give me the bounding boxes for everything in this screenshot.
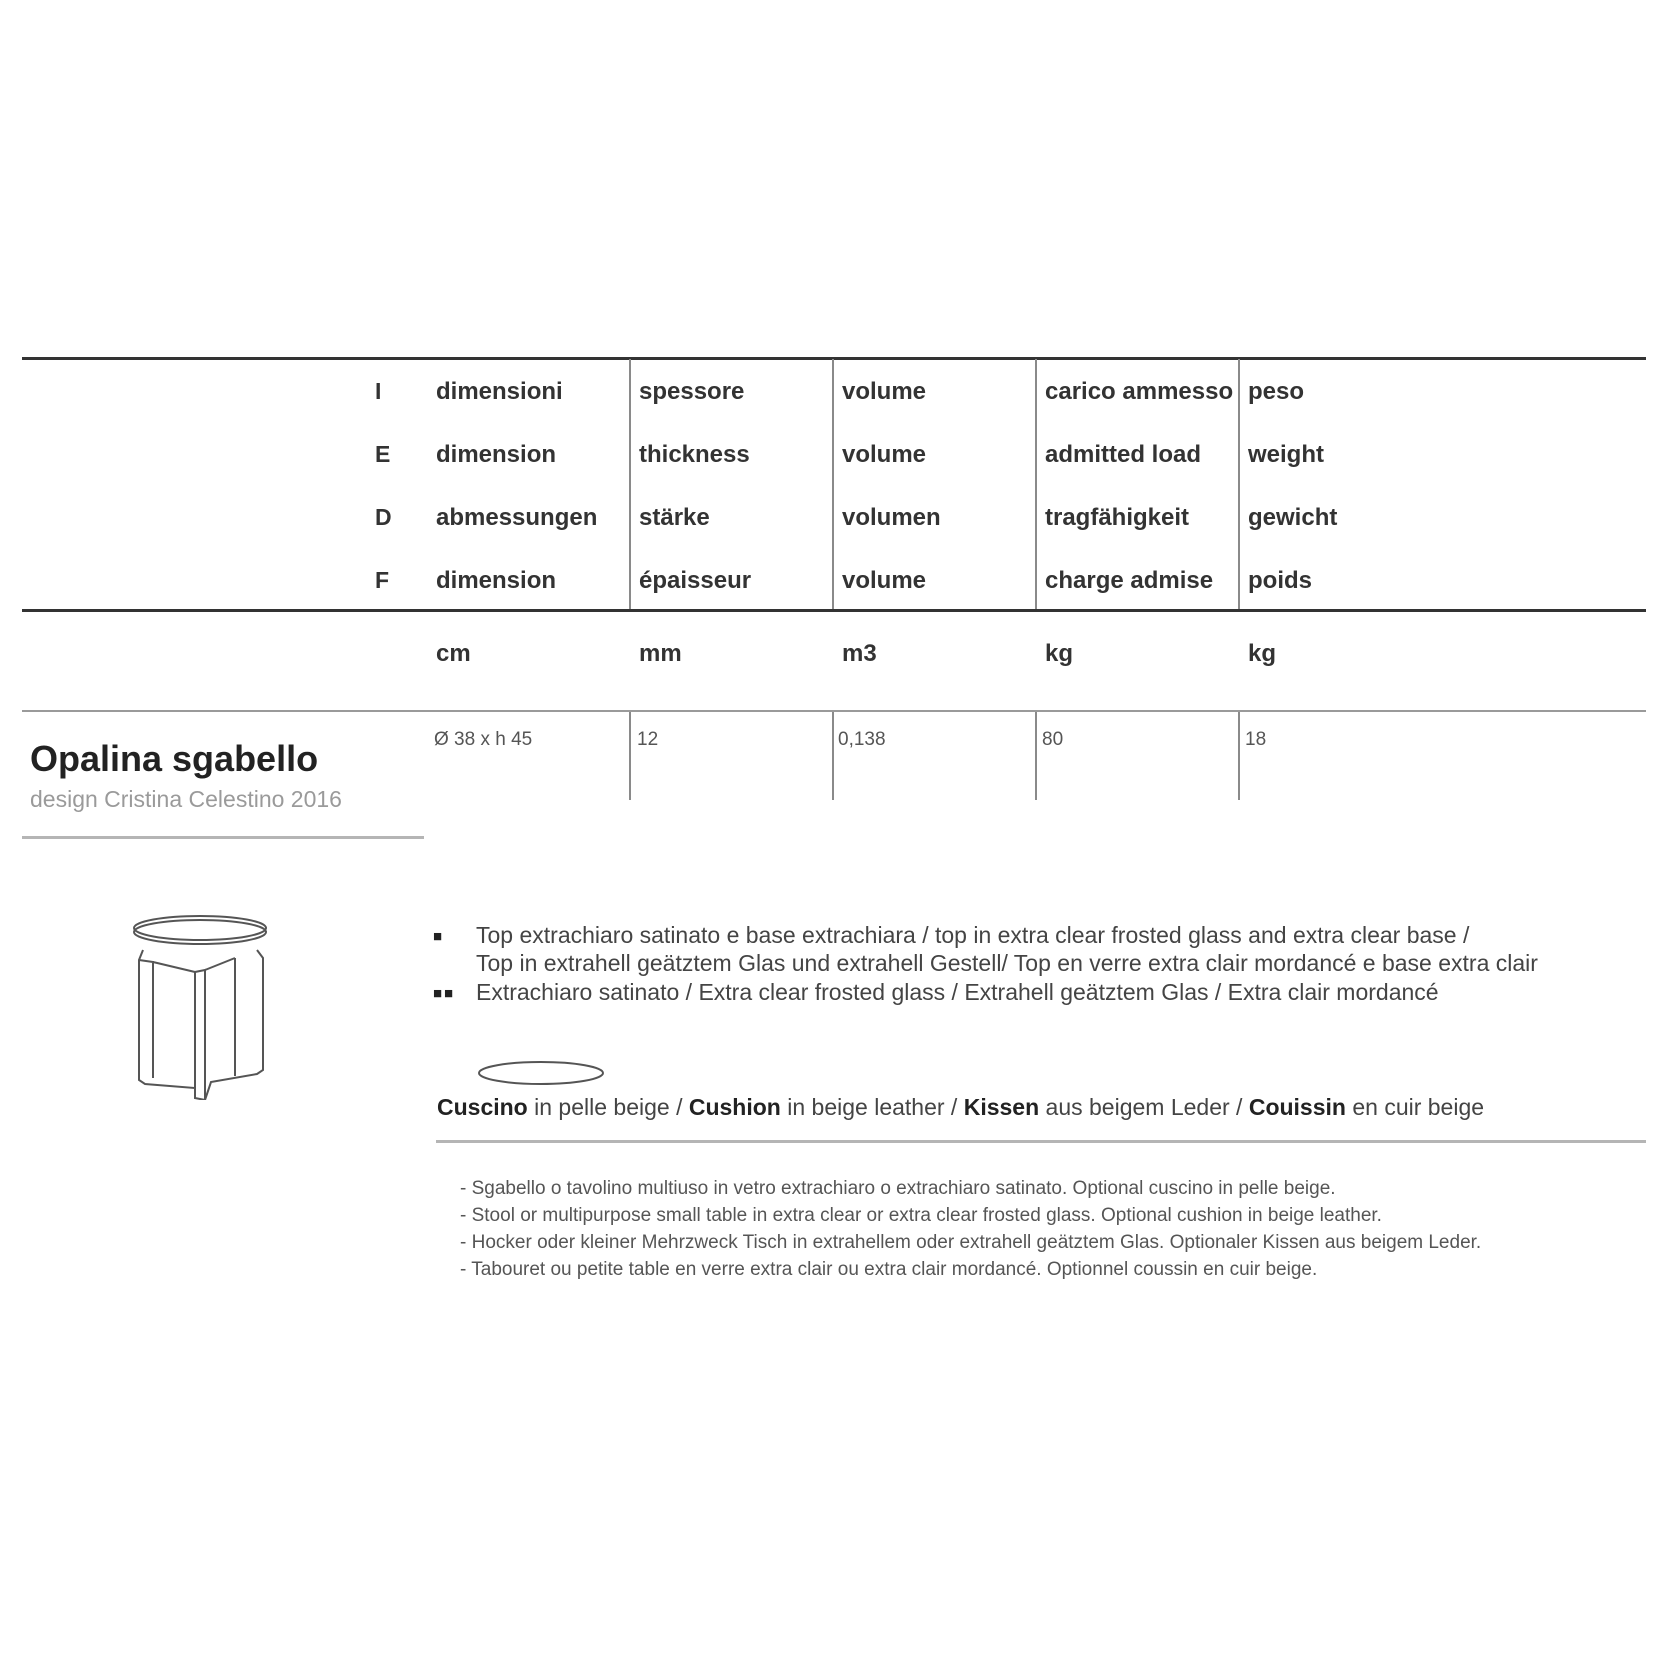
col-divider-4	[1238, 359, 1240, 609]
value-cell: 0,138	[838, 729, 886, 750]
lang-code: D	[375, 504, 392, 530]
unit-cell: mm	[639, 640, 682, 667]
header-cell: volume	[842, 378, 927, 405]
header-cell: poids	[1248, 567, 1312, 594]
value-cell: 12	[637, 729, 659, 750]
note-line: - Tabouret ou petite table en verre extra clair ou extra clair mordancé. Optionnel coussin en cuir beige.	[460, 1259, 1318, 1280]
header-cell: charge admise	[1045, 567, 1214, 594]
unit-cell: kg	[1045, 640, 1074, 667]
cushion-illustration	[475, 1058, 607, 1088]
title-underline	[22, 836, 424, 839]
value-divider-2	[832, 712, 834, 800]
product-title: Opalina sgabello	[30, 738, 319, 779]
units-bottom-rule	[22, 710, 1646, 712]
option-marker: ■■	[433, 985, 456, 1002]
cushion-fr-bold: Couissin	[1248, 1094, 1346, 1120]
header-cell: volume	[842, 567, 927, 594]
note-line: - Stool or multipurpose small table in extra clear or extra clear frosted glass. Optional cushion in beige leather.	[460, 1205, 1382, 1226]
col-divider-2	[832, 359, 834, 609]
value-divider-4	[1238, 712, 1240, 800]
header-cell: thickness	[639, 441, 750, 468]
header-cell: épaisseur	[639, 567, 752, 594]
option-line: Extrachiaro satinato / Extra clear frosted glass / Extrahell geätztem Glas / Extra clair mordancé	[476, 979, 1439, 1005]
unit-cell: m3	[842, 640, 877, 667]
cushion-it-text: in pelle beige /	[527, 1094, 689, 1120]
header-cell: peso	[1248, 378, 1305, 405]
lang-code: I	[375, 378, 382, 404]
header-cell: tragfähigkeit	[1045, 504, 1190, 531]
cushion-description	[437, 1094, 1484, 1121]
value-cell: Ø 38 x h 45	[434, 729, 533, 750]
cushion-en-text: in beige leather /	[780, 1094, 964, 1120]
header-cell: dimension	[436, 567, 557, 594]
header-cell: carico ammesso	[1045, 378, 1234, 405]
option-line: Top in extrahell geätztem Glas und extrahell Gestell/ Top en verre extra clair mordancé e base extra clair	[476, 950, 1538, 976]
lang-code: F	[375, 567, 390, 593]
cushion-it-bold: Cuscino	[437, 1094, 528, 1120]
col-divider-3	[1035, 359, 1037, 609]
value-divider-1	[629, 712, 631, 800]
product-designer: design Cristina Celestino 2016	[30, 786, 342, 812]
cushion-en-bold: Cushion	[688, 1094, 781, 1120]
unit-cell: cm	[436, 640, 471, 667]
header-cell: abmessungen	[436, 504, 598, 531]
option-line: Top extrachiaro satinato e base extrachiara / top in extra clear frosted glass and extra clear base /	[476, 922, 1470, 948]
value-cell: 80	[1042, 729, 1064, 750]
header-cell: dimensioni	[436, 378, 563, 405]
header-cell: stärke	[639, 504, 710, 531]
header-cell: volumen	[842, 504, 941, 531]
header-cell: spessore	[639, 378, 745, 405]
header-bottom-rule	[22, 609, 1646, 612]
header-cell: dimension	[436, 441, 557, 468]
note-line: - Sgabello o tavolino multiuso in vetro extrachiaro o extrachiaro satinato. Optional cuscino in pelle beige.	[460, 1178, 1336, 1199]
value-divider-3	[1035, 712, 1037, 800]
unit-cell: kg	[1248, 640, 1277, 667]
table-top-rule	[22, 357, 1646, 360]
cushion-de-text: aus beigem Leder /	[1039, 1094, 1249, 1120]
lang-code: E	[375, 441, 391, 467]
cushion-de-bold: Kissen	[963, 1094, 1040, 1120]
cushion-underline	[436, 1140, 1646, 1143]
col-divider-1	[629, 359, 631, 609]
value-cell: 18	[1245, 729, 1267, 750]
header-cell: gewicht	[1248, 504, 1338, 531]
header-cell: admitted load	[1045, 441, 1202, 468]
stool-illustration	[125, 910, 275, 1100]
option-marker: ■	[433, 928, 445, 945]
header-cell: volume	[842, 441, 927, 468]
header-cell: weight	[1248, 441, 1324, 468]
cushion-fr-text: en cuir beige	[1345, 1094, 1485, 1120]
note-line: - Hocker oder kleiner Mehrzweck Tisch in extrahellem oder extrahell geätztem Glas. Optionaler Kissen aus beigem Leder.	[460, 1232, 1482, 1253]
